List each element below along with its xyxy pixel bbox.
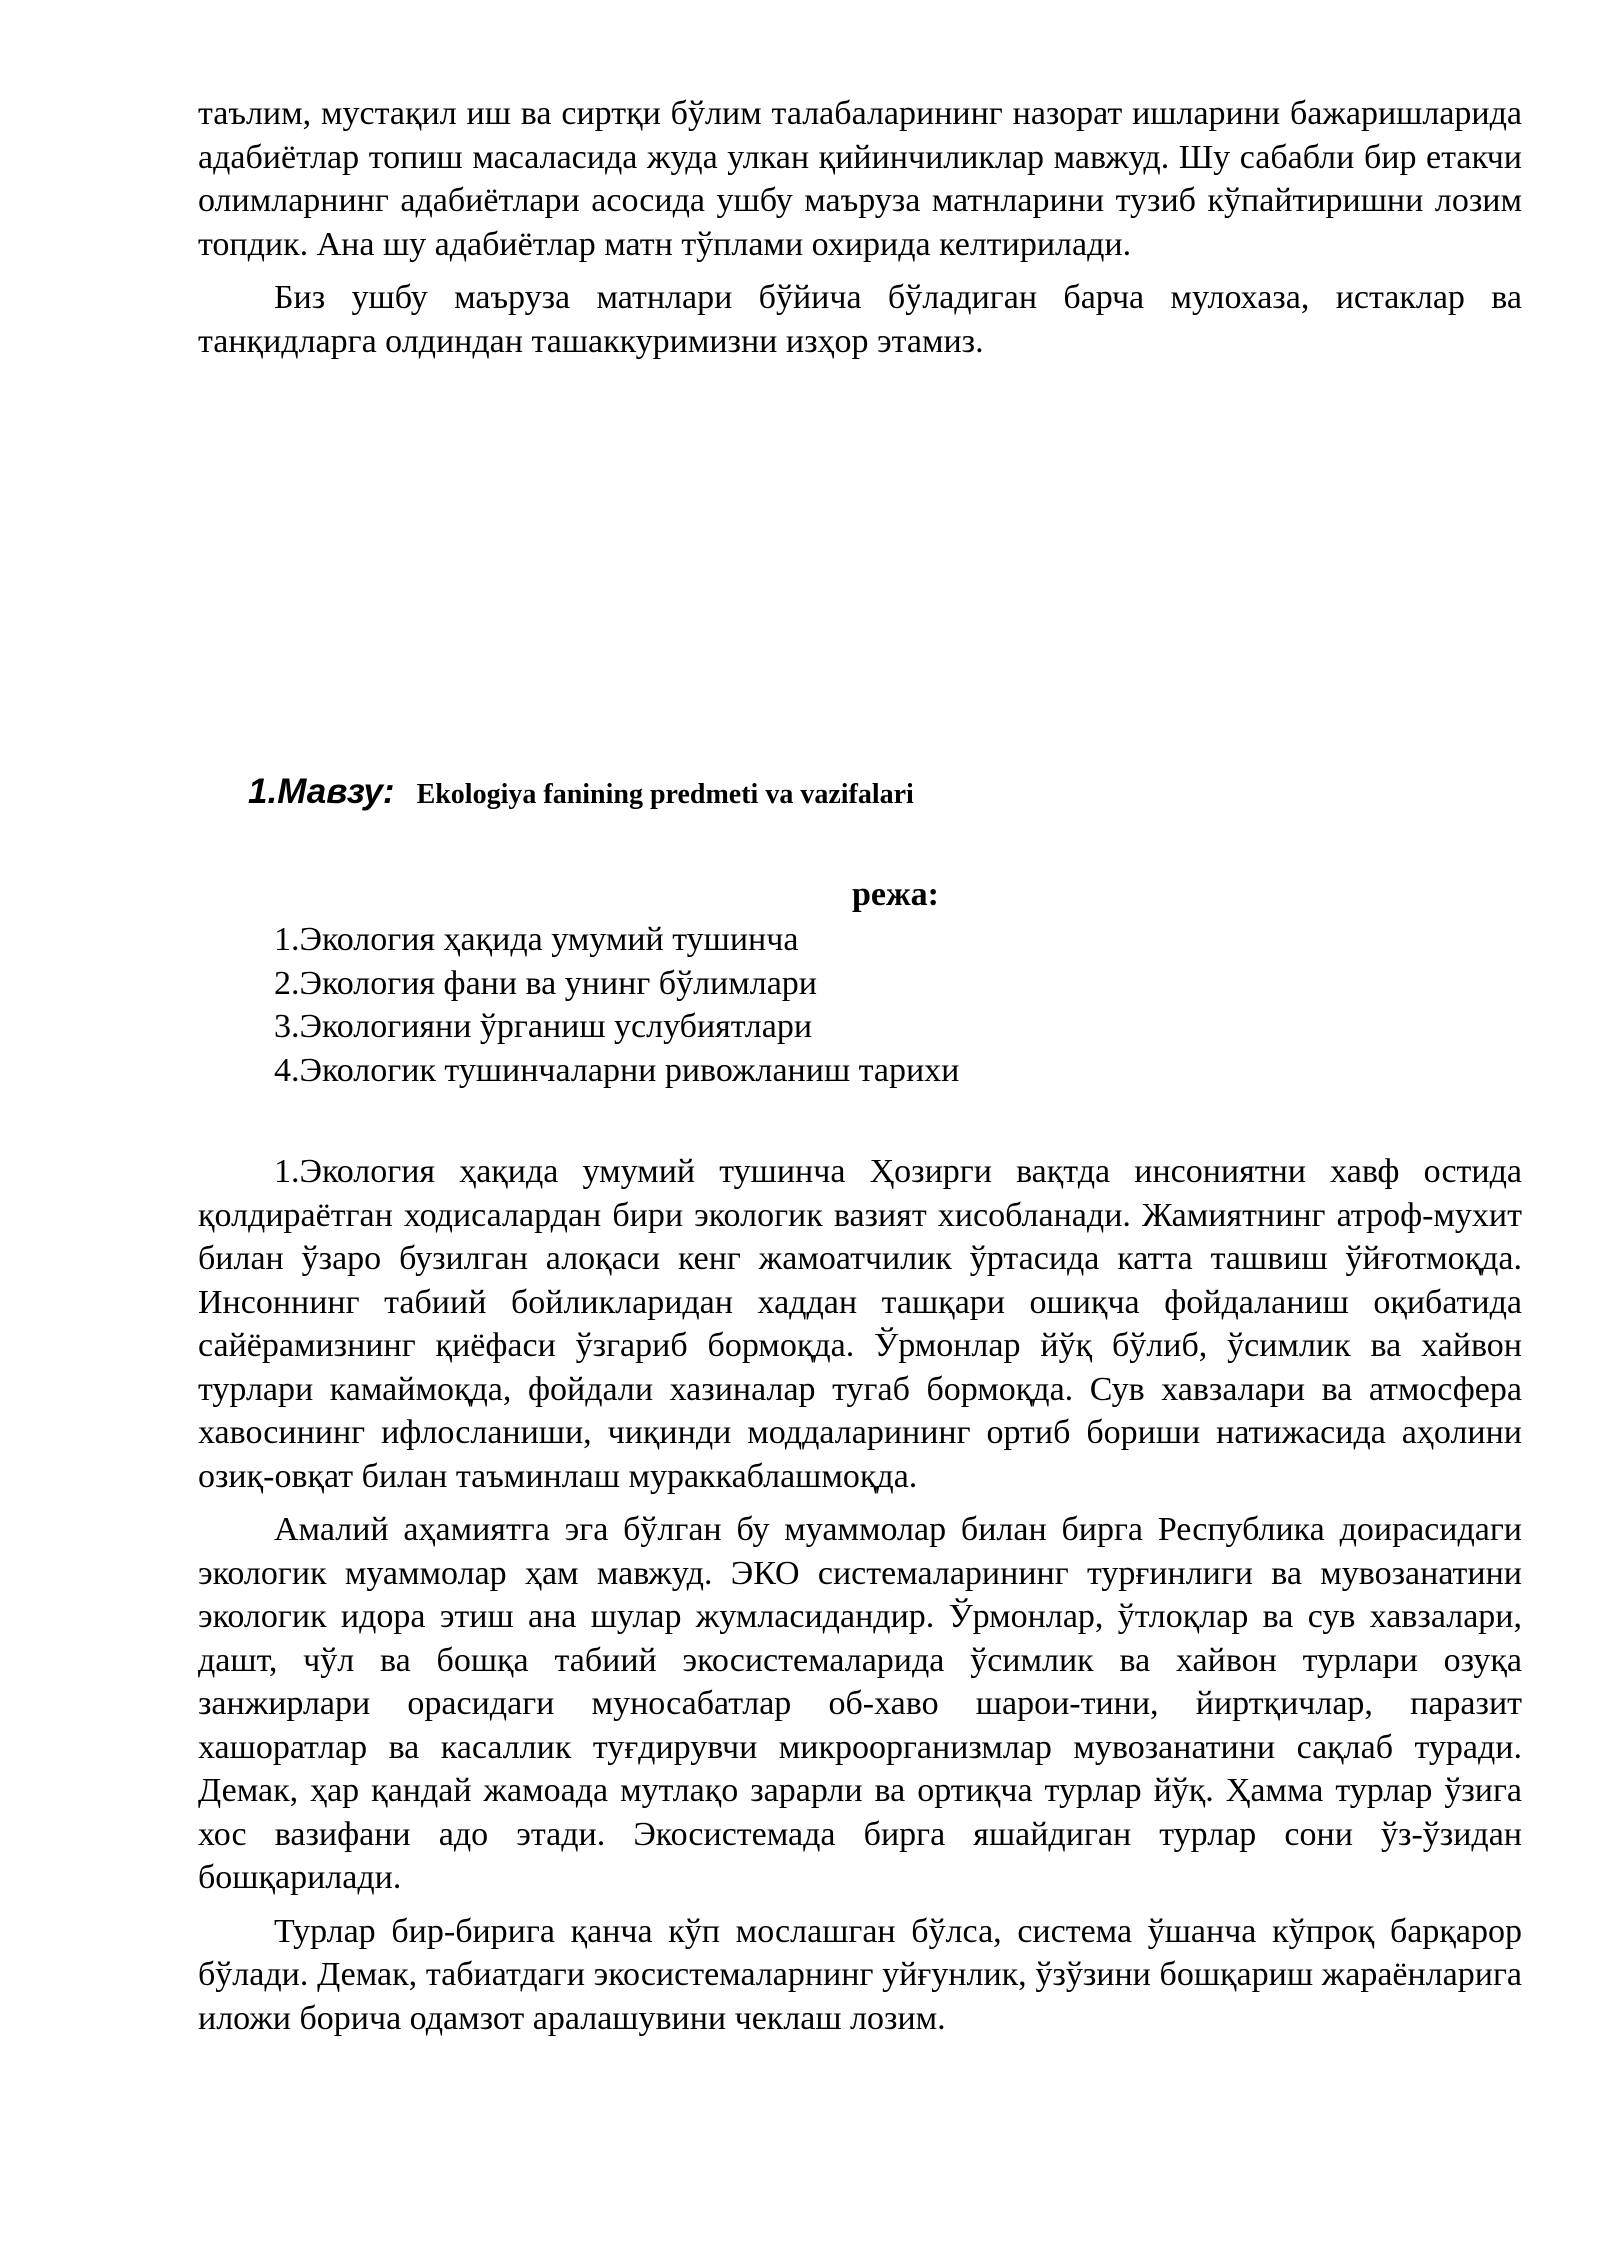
intro-paragraph: Биз ушбу маъруза матнлари бўйича бўладиган барча мулохаза, истаклар ва танқидларга олдиндан ташаккуримизни изҳор этамиз. (198, 279, 1522, 360)
topic-number-label: 1.Мавзу: (248, 772, 395, 811)
topic-heading (248, 772, 914, 812)
body-paragraph: 1.Экология ҳақида умумий тушинча Ҳозирги вақтда инсониятни хавф остида қолдираётган ходисалардан бири экологик вазият хисобланади. Жамиятнинг атроф-мухит билан ўзаро бузилган алоқаси кенг жамоатчилик ўртасида катта ташвиш ўйғотмоқда. Инсоннинг табиий бойликларидан хаддан ташқари ошиқча фойдаланиш оқибатида сайёрамизнинг қиёфаси ўзгариб бормоқда. Ўрмонлар йўқ бўлиб, ўсимлик ва хайвон турлари камаймоқда, фойдали хазиналар тугаб бормоқда. Сув хавзалари ва атмосфера хавосининг ифлосланиши, чиқинди моддаларининг ортиб бориши натижасида аҳолини озиқ-овқат билан таъминлаш мураккаблашмоқда. (198, 1153, 1522, 1495)
main-text-section (198, 1150, 1522, 2040)
topic-title: Ekologiya fanining predmeti va vazifalari (416, 779, 914, 810)
intro-paragraph: таълим, мустақил иш ва сиртқи бўлим талабаларининг назорат ишларини бажаришларида адабиётлар топиш масаласида жуда улкан қийинчиликлар мавжуд. Шу сабабли бир етакчи олимларнинг адабиётлари асосида ушбу маъруза матнларини тузиб кўпайтиришни лозим топдик. Ана шу адабиётлар матн тўплами охирида келтирилади. (198, 95, 1522, 263)
intro-section (198, 92, 1522, 363)
plan-item: 4.Экологик тушинчаларни ривожланиш тарихи (274, 1051, 960, 1089)
plan-heading: режа: (852, 876, 939, 913)
plan-item: 3.Экологияни ўрганиш услубиятлари (274, 1008, 813, 1045)
plan-item: 1.Экология ҳақида умумий тушинча (274, 921, 799, 958)
plan-list (274, 918, 959, 1092)
body-paragraph: Турлар бир-бирига қанча кўп мослашган бўлса, система ўшанча кўпроқ барқарор бўлади. Демак, табиатдаги экосистемаларнинг уйғунлик, ўзўзини бошқариш жараёнларига иложи борича одамзот аралашувини чеклаш лозим. (198, 1912, 1522, 2037)
body-paragraph: Амалий аҳамиятга эга бўлган бу муаммолар билан бирга Республика доирасидаги экологик муаммолар ҳам мавжуд. ЭКО системаларининг турғинлиги ва мувозанатини экологик идора этиш ана шулар жумласидандир. Ўрмонлар, ўтлоқлар ва сув хавзалари, дашт, чўл ва бошқа табиий экосистемаларида ўсимлик ва хайвон турлари озуқа занжирлари орасидаги муносабатлар об-хаво шарои-тини, йиртқичлар, паразит хашоратлар ва касаллик туғдирувчи микроорганизмлар мувозанатини сақлаб туради. Демак, ҳар қандай жамоада мутлақо зарарли ва ортиқча турлар йўқ. Ҳамма турлар ўзига хос вазифани адо этади. Экосистемада бирга яшайдиган турлар сони ўз-ўзидан бошқарилади. (198, 1511, 1522, 1896)
plan-item: 2.Экология фани ва унинг бўлимлари (274, 964, 818, 1002)
